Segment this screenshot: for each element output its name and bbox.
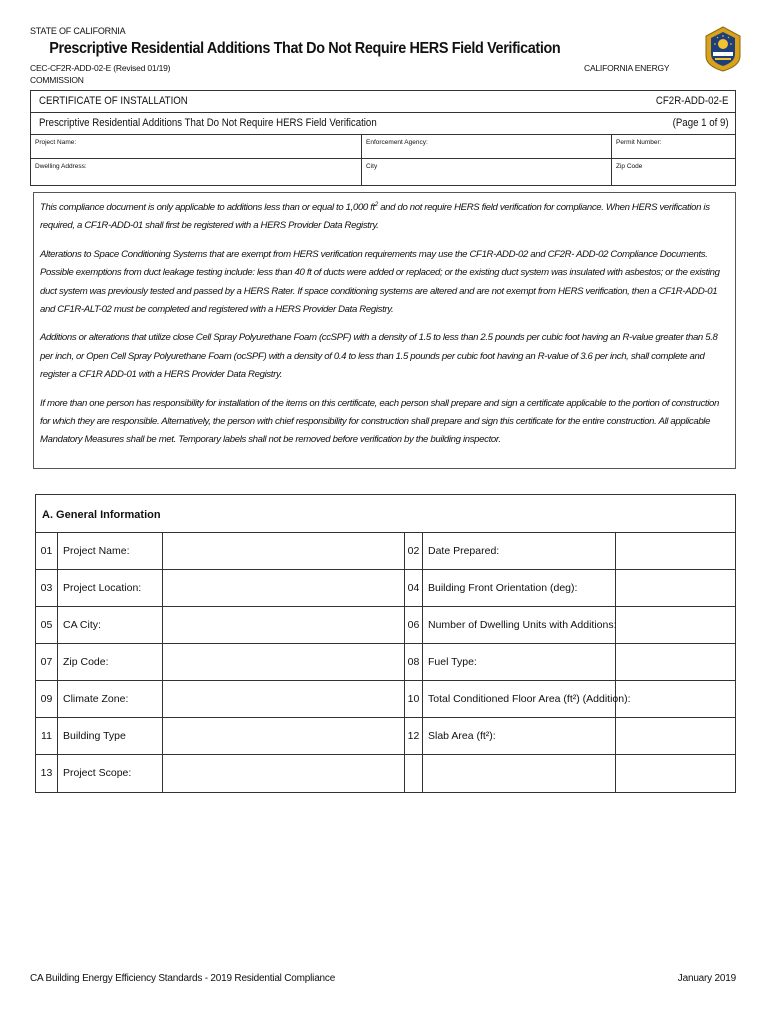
notice-paragraph-4: If more than one person has responsibility for installation of the items on this certificate, each person shall prepare and sign a certificate applicable to the portion of construction for which they are responsible. Alternatively, the person with chief responsibility for construction shall prepare and sign this certificate for the entire construction. All applicable Mandatory Measures shall be met. Temporary labels shall not be removed before verification by the building inspector.	[40, 397, 720, 446]
project-scope-input[interactable]	[163, 755, 405, 792]
table-row	[36, 718, 735, 755]
orientation-input[interactable]	[616, 570, 735, 606]
field-label	[423, 755, 616, 792]
field-label: Total Conditioned Floor Area (ft²) (Addition):	[423, 681, 616, 717]
climate-zone-input[interactable]	[163, 681, 405, 717]
field-label: Building Front Orientation (deg):	[423, 570, 616, 606]
notice-paragraph-2: Alterations to Space Conditioning Systems that are exempt from HERS verification requirements may use the CF1R-ADD-02 and CF2R- ADD-02 Compliance Documents. Possible exemptions from duct leakage testing include: less than 40 ft of ducts were added or replaced; or the existing duct system was insulated with asbestos; or the existing duct system was previously tested and passed by a HERS Rater. If space conditioning systems are altered and are not exempt from HERS verification, then a CF1R-ADD-01 and CF1R-ALT-02 must be completed and registered with a HERS Provider Data Registry.	[40, 248, 720, 316]
permit-number-field[interactable]: Permit Number:	[616, 139, 662, 146]
slab-area-input[interactable]	[616, 718, 735, 754]
row-number: 11	[36, 718, 58, 754]
certificate-code: CF2R-ADD-02-E	[656, 95, 729, 107]
empty-cell	[616, 755, 735, 792]
field-label: Slab Area (ft²):	[423, 718, 616, 754]
row-number: 04	[405, 570, 423, 606]
field-label: Fuel Type:	[423, 644, 616, 680]
field-label: Project Location:	[58, 570, 163, 606]
table-row	[36, 644, 735, 681]
row-number: 08	[405, 644, 423, 680]
dwelling-units-input[interactable]	[616, 607, 735, 643]
building-type-input[interactable]	[163, 718, 405, 754]
field-label: Project Scope:	[58, 755, 163, 792]
table-row	[36, 607, 735, 644]
fuel-type-input[interactable]	[616, 644, 735, 680]
certificate-subtitle-row	[31, 113, 735, 135]
project-name-field[interactable]: Project Name:	[31, 135, 362, 158]
commission-label: COMMISSION	[30, 75, 84, 85]
field-label: Project Name:	[58, 533, 163, 569]
notice-paragraph-1: This compliance document is only applicable to additions less than or equal to 1,000 $ft^2$ and do not require HERS field verification for compliance. When HERS verification is required, a CF1R-ADD-01 shall first be registered with a HERS Provider Data Registry.	[40, 201, 710, 232]
general-information-section	[35, 494, 736, 793]
row-number	[405, 755, 423, 792]
notice-paragraph-3: Additions or alterations that utilize close Cell Spray Polyurethane Foam (ccSPF) with a density of 1.5 to less than 2.5 pounds per cubic foot having an R-value greater than 5.8 per inch, or Open Cell Spray Polyurethane Foam (ocSPF) with a density of 0.4 to less than 1.5 pounds per cubic foot having an R-value of 3.6 per inch, shall complete and register a CF1R ADD-01 with a HERS Provider Data Registry.	[40, 332, 718, 381]
footer-date: January 2019	[677, 973, 736, 984]
field-label: Zip Code:	[58, 644, 163, 680]
row-number: 13	[36, 755, 58, 792]
page-indicator: (Page 1 of 9)	[673, 117, 729, 129]
section-title: A. General Information	[36, 495, 735, 533]
compliance-notice	[33, 192, 736, 469]
floor-area-input[interactable]	[616, 681, 735, 717]
row-number: 07	[36, 644, 58, 680]
enforcement-agency-field[interactable]: Enforcement Agency:	[362, 135, 612, 158]
row-number: 03	[36, 570, 58, 606]
field-label: CA City:	[58, 607, 163, 643]
table-row	[36, 570, 735, 607]
form-id: CEC-CF2R-ADD-02-E (Revised 01/19)	[30, 63, 171, 73]
ca-city-input[interactable]	[163, 607, 405, 643]
field-label: Building Type	[58, 718, 163, 754]
row-number: 05	[36, 607, 58, 643]
zip-code-input[interactable]	[163, 644, 405, 680]
project-name-input[interactable]	[163, 533, 405, 569]
row-number: 12	[405, 718, 423, 754]
city-field[interactable]: City	[362, 159, 612, 185]
energy-commission-seal-icon	[704, 26, 742, 72]
address-row	[31, 159, 735, 185]
state-label: STATE OF CALIFORNIA	[30, 26, 126, 36]
dwelling-address-field[interactable]: Dwelling Address:	[31, 159, 362, 185]
table-row	[36, 533, 735, 570]
certificate-header	[30, 90, 736, 186]
date-prepared-input[interactable]	[616, 533, 735, 569]
certificate-type-row	[31, 91, 735, 113]
table-row	[36, 681, 735, 718]
project-info-row	[31, 135, 735, 159]
field-label: Date Prepared:	[423, 533, 616, 569]
footer-standards: CA Building Energy Efficiency Standards - 2019 Residential Compliance	[30, 973, 336, 984]
row-number: 10	[405, 681, 423, 717]
agency-label: CALIFORNIA ENERGY	[584, 63, 670, 73]
zip-code-field[interactable]: Zip Code	[616, 163, 643, 170]
project-location-input[interactable]	[163, 570, 405, 606]
certificate-subtitle: Prescriptive Residential Additions That Do Not Require HERS Field Verification	[39, 117, 377, 129]
field-label: Number of Dwelling Units with Additions:	[423, 607, 616, 643]
row-number: 01	[36, 533, 58, 569]
table-row	[36, 755, 735, 792]
field-label: Climate Zone:	[58, 681, 163, 717]
certificate-type: CERTIFICATE OF INSTALLATION	[39, 95, 188, 107]
row-number: 02	[405, 533, 423, 569]
form-title: Prescriptive Residential Additions That Do Not Require HERS Field Verification	[49, 40, 561, 57]
row-number: 06	[405, 607, 423, 643]
row-number: 09	[36, 681, 58, 717]
